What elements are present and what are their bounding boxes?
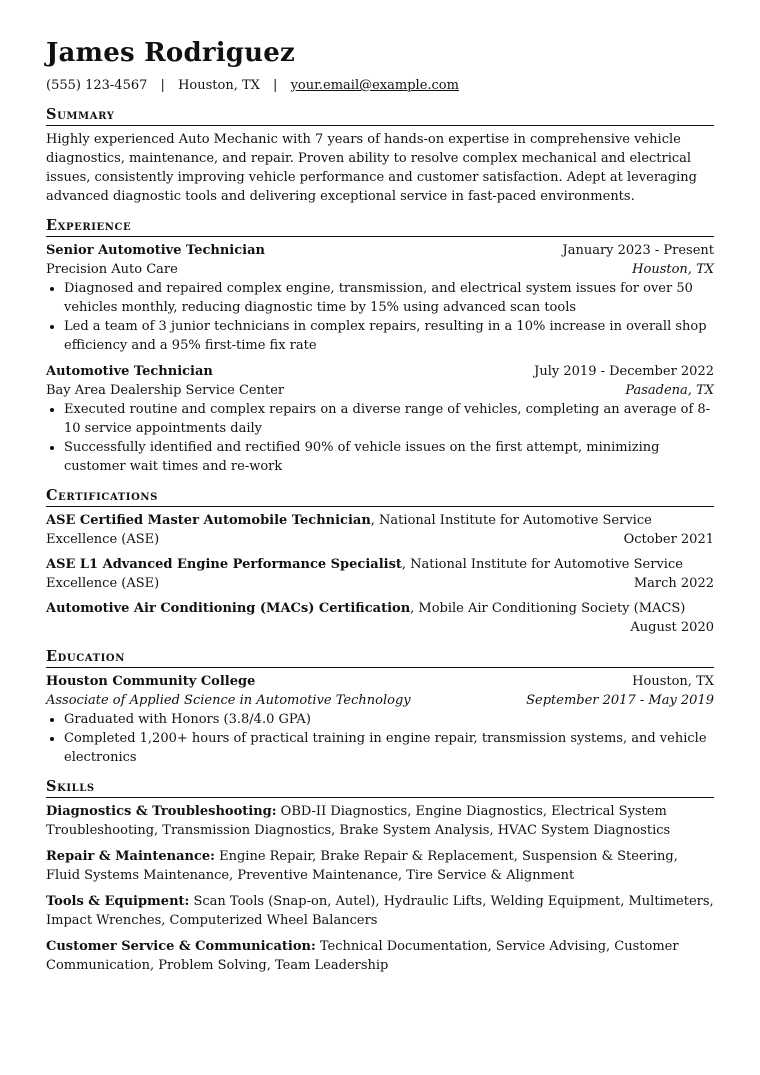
certification-entry bbox=[46, 555, 714, 593]
list-item: • Successfully identified and rectified 90% of vehicle issues on the first attempt, minimizing customer wait times and re-work bbox=[64, 438, 714, 476]
education-dates: September 2017 - May 2019 bbox=[526, 693, 714, 708]
certification-name: ASE Certified Master Automobile Technician bbox=[46, 513, 371, 528]
skill-text: Scan Tools (Snap-on, Autel), Hydraulic Lifts, Welding Equipment, Multimeters, Impact Wrenches, Computerized Wheel Balancers bbox=[46, 894, 714, 928]
contact-line bbox=[46, 77, 714, 95]
job-company: Precision Auto Care bbox=[46, 262, 178, 277]
skill-group bbox=[46, 847, 714, 885]
skill-label: Tools & Equipment: bbox=[46, 894, 190, 909]
contact-separator: | bbox=[273, 78, 278, 93]
job-dates: July 2019 - December 2022 bbox=[534, 364, 714, 379]
certifications-section bbox=[46, 487, 714, 637]
certification-name: ASE L1 Advanced Engine Performance Specialist bbox=[46, 557, 402, 572]
skill-label: Diagnostics & Troubleshooting: bbox=[46, 804, 277, 819]
job-role: Senior Automotive Technician bbox=[46, 243, 265, 258]
email-link[interactable]: your.email@example.com bbox=[290, 78, 459, 93]
location: Houston, TX bbox=[178, 78, 260, 93]
job-location: Houston, TX bbox=[632, 262, 714, 277]
list-item: • Completed 1,200+ hours of practical training in engine repair, transmission systems, and vehicle electronics bbox=[64, 729, 714, 767]
job-entry bbox=[46, 362, 714, 476]
certification-name: Automotive Air Conditioning (MACs) Certification bbox=[46, 601, 411, 616]
skill-group bbox=[46, 802, 714, 840]
list-item: • Diagnosed and repaired complex engine, transmission, and electrical system issues for over 50 vehicles monthly, reducing diagnostic time by 15% using advanced scan tools bbox=[64, 279, 714, 317]
certification-issuer: , Mobile Air Conditioning Society (MACS) bbox=[410, 601, 686, 616]
job-dates: January 2023 - Present bbox=[562, 243, 714, 258]
section-title-experience: Experience bbox=[46, 217, 714, 237]
certification-date: October 2021 bbox=[623, 532, 714, 547]
certification-date: March 2022 bbox=[633, 576, 714, 591]
resume-page bbox=[46, 38, 714, 982]
skill-text: Engine Repair, Brake Repair & Replacement, Suspension & Steering, Fluid Systems Maintenance, Preventive Maintenance, Tire Service & Alignment bbox=[46, 849, 678, 883]
certification-issuer: , National Institute for Automotive Service Excellence (ASE) bbox=[46, 557, 683, 591]
skill-label: Repair & Maintenance: bbox=[46, 849, 215, 864]
list-item: • Executed routine and complex repairs on a diverse range of vehicles, completing an average of 8-10 service appointments daily bbox=[64, 400, 714, 438]
section-title-summary: Summary bbox=[46, 106, 714, 126]
contact-separator: | bbox=[160, 78, 165, 93]
section-title-skills: Skills bbox=[46, 778, 714, 798]
degree-name: Associate of Applied Science in Automotive Technology bbox=[46, 693, 411, 708]
skills-section bbox=[46, 778, 714, 975]
section-title-certifications: Certifications bbox=[46, 487, 714, 507]
certification-date: August 2020 bbox=[630, 620, 714, 635]
school-location: Houston, TX bbox=[632, 674, 714, 689]
phone-number: (555) 123-4567 bbox=[46, 78, 148, 93]
job-bullets bbox=[46, 400, 714, 476]
skill-group bbox=[46, 937, 714, 975]
job-location: Pasadena, TX bbox=[625, 383, 714, 398]
certification-entry bbox=[46, 511, 714, 549]
job-role: Automotive Technician bbox=[46, 364, 213, 379]
skill-label: Customer Service & Communication: bbox=[46, 939, 316, 954]
school-name: Houston Community College bbox=[46, 674, 256, 689]
education-section bbox=[46, 648, 714, 767]
list-item: • Graduated with Honors (3.8/4.0 GPA) bbox=[64, 710, 714, 729]
skill-text: OBD-II Diagnostics, Engine Diagnostics, Electrical System Troubleshooting, Transmission Diagnostics, Brake System Analysis, HVAC System Diagnostics bbox=[46, 804, 671, 838]
job-company: Bay Area Dealership Service Center bbox=[46, 383, 285, 398]
skill-group bbox=[46, 892, 714, 930]
job-entry bbox=[46, 241, 714, 355]
skill-text: Technical Documentation, Service Advising, Customer Communication, Problem Solving, Team Leadership bbox=[46, 939, 679, 973]
certification-issuer: , National Institute for Automotive Service Excellence (ASE) bbox=[46, 513, 652, 547]
candidate-name: James Rodriguez bbox=[46, 38, 295, 68]
summary-section bbox=[46, 106, 714, 206]
certification-entry bbox=[46, 599, 714, 637]
experience-section bbox=[46, 217, 714, 476]
job-bullets bbox=[46, 279, 714, 355]
summary-text: Highly experienced Auto Mechanic with 7 years of hands-on expertise in comprehensive vehicle diagnostics, maintenance, and repair. Proven ability to resolve complex mechanical and electrical issues, consistently improving vehicle performance and customer satisfaction. Adept at leveraging advanced diagnostic tools and delivering exceptional service in fast-paced environments. bbox=[46, 132, 697, 204]
section-title-education: Education bbox=[46, 648, 714, 668]
list-item: • Led a team of 3 junior technicians in complex repairs, resulting in a 10% increase in overall shop efficiency and a 95% first-time fix rate bbox=[64, 317, 714, 355]
education-bullets bbox=[46, 710, 714, 767]
